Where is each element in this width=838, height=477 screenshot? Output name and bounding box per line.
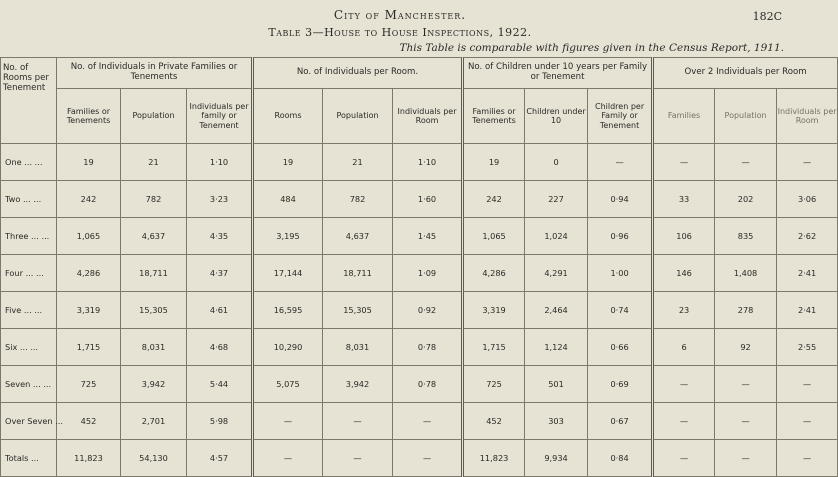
table-cell: 0 <box>525 144 588 181</box>
table-cell: 2·41 <box>777 292 838 329</box>
table-cell: 303 <box>525 403 588 440</box>
table-cell: 19 <box>253 144 323 181</box>
table-cell: 278 <box>715 292 777 329</box>
table-cell: 92 <box>715 329 777 366</box>
table-cell: — <box>715 403 777 440</box>
table-cell: 19 <box>57 144 121 181</box>
page-number: 182C <box>752 10 782 23</box>
children-group-header: No. of Children under 10 years per Family or Tenement <box>463 58 653 89</box>
comparison-note: This Table is comparable with figures given in the Census Report, 1911. <box>399 42 784 54</box>
table-cell: 0·69 <box>588 366 653 403</box>
row-label: Over Seven ... <box>1 403 57 440</box>
table-cell: — <box>777 403 838 440</box>
table-cell: 0·78 <box>393 366 463 403</box>
table-cell: 1·00 <box>588 255 653 292</box>
table-cell: 146 <box>653 255 715 292</box>
table-cell: 3,319 <box>57 292 121 329</box>
col-header: Families <box>653 89 715 144</box>
col-header: Population <box>715 89 777 144</box>
table-cell: — <box>393 403 463 440</box>
table-cell: 0·94 <box>588 181 653 218</box>
table-cell: 19 <box>463 144 525 181</box>
table-cell: 1,124 <box>525 329 588 366</box>
table-cell: 18,711 <box>121 255 187 292</box>
table-row <box>1 181 838 218</box>
col-header: Children per Family or Tenement <box>588 89 653 144</box>
table-cell: 4,286 <box>463 255 525 292</box>
table-cell: 5·44 <box>187 366 253 403</box>
table-row <box>1 403 838 440</box>
table-cell: 18,711 <box>323 255 393 292</box>
table-cell: 4,637 <box>121 218 187 255</box>
table-cell: 0·96 <box>588 218 653 255</box>
row-label: Two ... ... <box>1 181 57 218</box>
table-cell: 4,637 <box>323 218 393 255</box>
table-cell: 4,291 <box>525 255 588 292</box>
table-cell: 21 <box>121 144 187 181</box>
table-cell: 3,942 <box>323 366 393 403</box>
table-cell: 0·84 <box>588 440 653 477</box>
table-cell: 1,715 <box>57 329 121 366</box>
row-label: Four ... ... <box>1 255 57 292</box>
table-cell: 227 <box>525 181 588 218</box>
table-cell: 4·68 <box>187 329 253 366</box>
table-cell: 11,823 <box>57 440 121 477</box>
table-cell: — <box>393 440 463 477</box>
table-cell: — <box>777 144 838 181</box>
table-row <box>1 366 838 403</box>
table-row <box>1 292 838 329</box>
table-cell: 2,701 <box>121 403 187 440</box>
per-room-group-header: No. of Individuals per Room. <box>253 58 463 89</box>
table-cell: 5·98 <box>187 403 253 440</box>
table-cell: 16,595 <box>253 292 323 329</box>
table-row <box>1 440 838 477</box>
table-cell: — <box>715 440 777 477</box>
table-cell: 0·66 <box>588 329 653 366</box>
row-label: Three ... ... <box>1 218 57 255</box>
table-cell: 1·45 <box>393 218 463 255</box>
table-cell: 1·10 <box>187 144 253 181</box>
table-cell: 1·10 <box>393 144 463 181</box>
table-cell: 3·23 <box>187 181 253 218</box>
table-cell: 0·74 <box>588 292 653 329</box>
table-cell: 452 <box>57 403 121 440</box>
overcrowding-group-header: Over 2 Individuals per Room <box>653 58 838 89</box>
table-cell: 4·35 <box>187 218 253 255</box>
table-cell: 3,942 <box>121 366 187 403</box>
table-cell: — <box>588 144 653 181</box>
row-label: Six ... ... <box>1 329 57 366</box>
table-cell: 1,408 <box>715 255 777 292</box>
table-cell: 2·62 <box>777 218 838 255</box>
col-header: Population <box>323 89 393 144</box>
table-cell: 4,286 <box>57 255 121 292</box>
table-cell: 15,305 <box>323 292 393 329</box>
table-cell: — <box>323 440 393 477</box>
table-cell: 2,464 <box>525 292 588 329</box>
table-cell: 1,024 <box>525 218 588 255</box>
table-cell: — <box>715 144 777 181</box>
table-cell: 1·60 <box>393 181 463 218</box>
col-header: Families or Tenements <box>463 89 525 144</box>
table-cell: 4·37 <box>187 255 253 292</box>
table-cell: 835 <box>715 218 777 255</box>
table-cell: 9,934 <box>525 440 588 477</box>
table-cell: 0·92 <box>393 292 463 329</box>
row-label: Seven ... ... <box>1 366 57 403</box>
table-cell: 501 <box>525 366 588 403</box>
table-cell: — <box>253 440 323 477</box>
table-cell: 782 <box>121 181 187 218</box>
table-cell: 4·61 <box>187 292 253 329</box>
table-cell: 202 <box>715 181 777 218</box>
table-row <box>1 329 838 366</box>
table-cell: 452 <box>463 403 525 440</box>
table-cell: — <box>323 403 393 440</box>
table-cell: 2·41 <box>777 255 838 292</box>
table-cell: — <box>253 403 323 440</box>
table-cell: 0·78 <box>393 329 463 366</box>
table-cell: 242 <box>463 181 525 218</box>
table-cell: — <box>777 440 838 477</box>
table-cell: 6 <box>653 329 715 366</box>
table-cell: 10,290 <box>253 329 323 366</box>
table-cell: 725 <box>463 366 525 403</box>
table-cell: 484 <box>253 181 323 218</box>
table-cell: 725 <box>57 366 121 403</box>
table-cell: 11,823 <box>463 440 525 477</box>
city-title: City of Manchester. <box>333 8 467 22</box>
table-cell: — <box>653 440 715 477</box>
col-header: Individuals per Room <box>393 89 463 144</box>
table-cell: — <box>715 366 777 403</box>
table-cell: 5,075 <box>253 366 323 403</box>
col-header: Families or Tenements <box>57 89 121 144</box>
table-cell: 242 <box>57 181 121 218</box>
col-header: Individuals per Room <box>777 89 838 144</box>
table-cell: 2·55 <box>777 329 838 366</box>
table-cell: 0·67 <box>588 403 653 440</box>
table-cell: 17,144 <box>253 255 323 292</box>
row-label: One ... ... <box>1 144 57 181</box>
table-cell: — <box>653 403 715 440</box>
table-row <box>1 255 838 292</box>
table-cell: 3,319 <box>463 292 525 329</box>
table-cell: 3·06 <box>777 181 838 218</box>
table-title: Table 3—House to House Inspections, 1922. <box>268 26 532 39</box>
table-cell: 23 <box>653 292 715 329</box>
col-header: Population <box>121 89 187 144</box>
table-cell: — <box>653 366 715 403</box>
table-cell: 106 <box>653 218 715 255</box>
table-cell: 4·57 <box>187 440 253 477</box>
table-cell: 15,305 <box>121 292 187 329</box>
table-cell: 1·09 <box>393 255 463 292</box>
table-cell: 782 <box>323 181 393 218</box>
table-cell: 3,195 <box>253 218 323 255</box>
table-cell: 8,031 <box>121 329 187 366</box>
table-cell: 33 <box>653 181 715 218</box>
table-cell: 8,031 <box>323 329 393 366</box>
col-header: Individuals per family or Tenement <box>187 89 253 144</box>
table-cell: 1,065 <box>57 218 121 255</box>
row-label: Totals ... <box>1 440 57 477</box>
individuals-group-header: No. of Individuals in Private Families or Tenements <box>57 58 253 89</box>
table-cell: 21 <box>323 144 393 181</box>
table-row <box>1 144 838 181</box>
col-header: Rooms <box>253 89 323 144</box>
table-cell: 54,130 <box>121 440 187 477</box>
table-cell: 1,715 <box>463 329 525 366</box>
table-cell: 1,065 <box>463 218 525 255</box>
row-label: Five ... ... <box>1 292 57 329</box>
inspection-table <box>0 57 838 477</box>
table-cell: — <box>653 144 715 181</box>
rooms-per-tenement-header: No. of Rooms per Tenement <box>1 58 57 144</box>
table-row <box>1 218 838 255</box>
table-cell: — <box>777 366 838 403</box>
col-header: Children under 10 <box>525 89 588 144</box>
